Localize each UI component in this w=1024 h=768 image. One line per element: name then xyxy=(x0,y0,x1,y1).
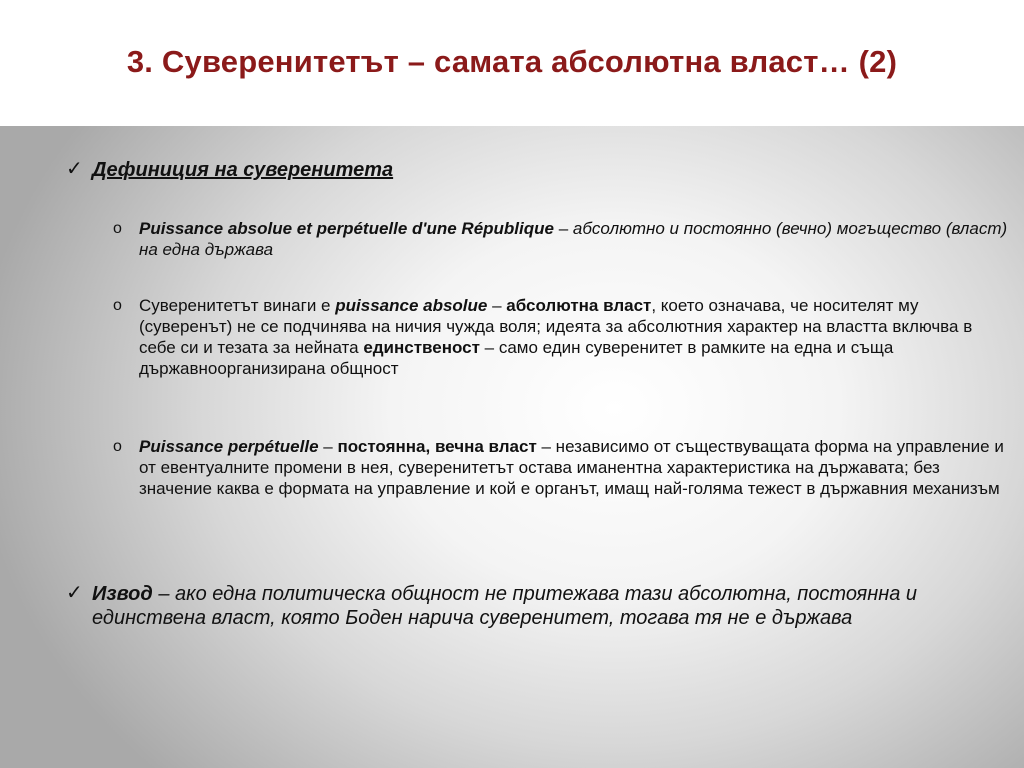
term-puissance-perpetuelle: Puissance perpétuelle xyxy=(139,437,319,456)
title-area xyxy=(0,0,1024,126)
bold-uniqueness: единственост xyxy=(363,338,480,357)
sub2-text-4: – само един суверенитет в рамките на една и съща държавноорганизирана общност xyxy=(139,338,894,378)
sub2-text-2: – xyxy=(487,296,507,315)
slide-title: 3. Суверенитетът – самата абсолютна власт… (2) xyxy=(126,44,898,79)
circle-bullet-icon: o xyxy=(113,297,122,314)
bold-absolute-power: абсолютна власт xyxy=(506,296,652,315)
conclusion-item xyxy=(66,582,1002,630)
sub2-text-1: Суверенитетът винаги е xyxy=(139,296,336,315)
conclusion-text: – ако една политическа общност не притежава тази абсолютна, постоянна и единствена власт, която Боден нарича суверенитет, тогава тя не е държава xyxy=(92,583,918,629)
definition-item xyxy=(66,158,1002,182)
bold-perpetual-power: постоянна, вечна власт xyxy=(337,437,537,456)
conclusion-term: Извод xyxy=(92,583,153,605)
circle-bullet-icon: o xyxy=(113,438,122,455)
term-puissance-absolue-et-perpetuelle: Puissance absolue et perpétuelle d'une République xyxy=(139,219,554,238)
term-puissance-absolue: puissance absolue xyxy=(335,296,488,315)
checkmark-icon: ✓ xyxy=(66,158,83,180)
sub3-text-2: – независимо от съществуващата форма на управление и от евентуалните промени в нея, суверенитетът остава иманентна характеристика на държавата; без значение каква е формата на управление и кой е органът, имащ най-голяма тежест в държавния механизъм xyxy=(139,437,1004,498)
circle-bullet-icon: o xyxy=(113,220,122,237)
sub1-text: абсолютно и постоянно (вечно) могъщество (власт) на една държава xyxy=(139,219,1008,259)
sub-item-absolute-power xyxy=(113,295,1009,379)
definition-heading: Дефиниция на суверенитета xyxy=(92,159,394,181)
sub2-text-3: , което означава, че носителят му (суверенът) не се подчинява на ничия чужда воля; идеята за абсолютния характер на властта включва в себе си и тезата за нейната xyxy=(139,296,973,357)
sub-item-absolute-perpetual xyxy=(113,218,1009,260)
checkmark-icon: ✓ xyxy=(66,582,83,604)
dash: – xyxy=(553,219,573,238)
sub-item-perpetual-power xyxy=(113,436,1009,499)
sub3-text-1: – xyxy=(318,437,338,456)
